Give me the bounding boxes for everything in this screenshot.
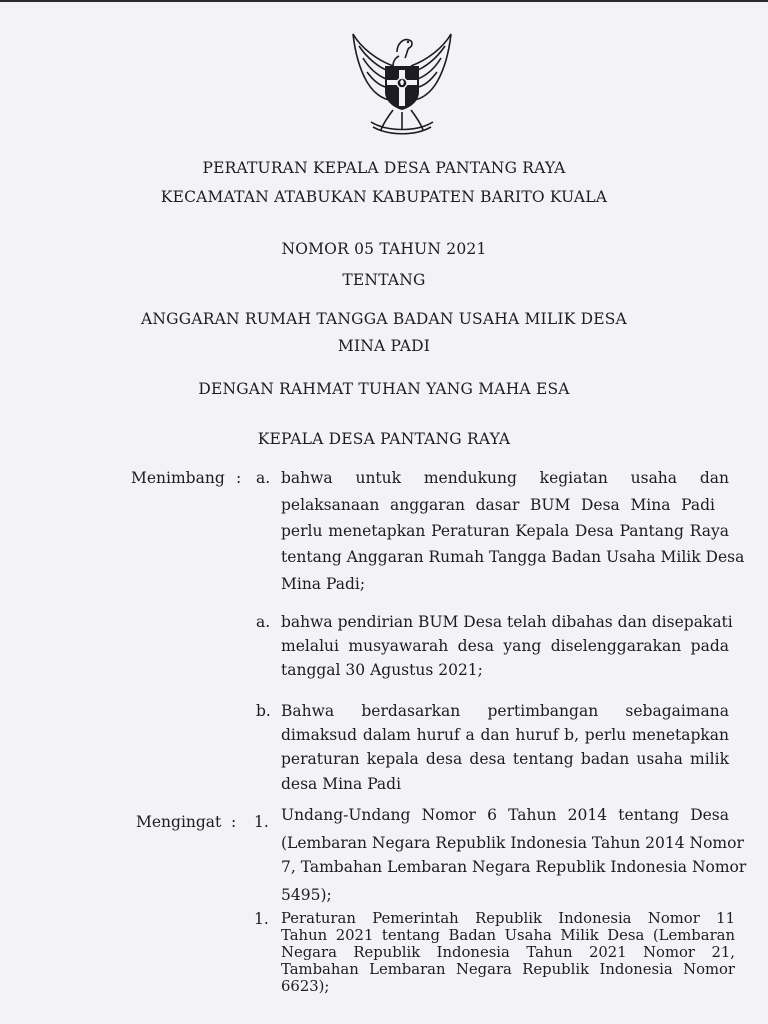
about-heading: TENTANG xyxy=(342,271,426,289)
blessing-line: DENGAN RAHMAT TUHAN YANG MAHA ESA xyxy=(198,380,570,398)
subject-line-2: MINA PADI xyxy=(337,337,431,355)
mengingat-colon: : xyxy=(231,813,237,831)
menimbang-item-line: melalui musyawarah desa yang diselenggarakan pada xyxy=(281,637,729,655)
regulation-title-line-2: KECAMATAN ATABUKAN KABUPATEN BARITO KUALA xyxy=(160,188,608,206)
menimbang-item-line: bahwa pendirian BUM Desa telah dibahas dan disepakati xyxy=(281,613,733,631)
regulation-number: NOMOR 05 TAHUN 2021 xyxy=(281,240,487,258)
menimbang-item-marker: b. xyxy=(256,702,271,720)
mengingat-item-line: Peraturan Pemerintah Republik Indonesia Nomor 11 xyxy=(281,910,735,927)
menimbang-label: Menimbang xyxy=(131,469,225,487)
mengingat-item-line: Tahun 2021 tentang Badan Usaha Milik Desa (Lembaran xyxy=(281,927,735,944)
menimbang-colon: : xyxy=(236,469,242,487)
mengingat-item-line: Undang-Undang Nomor 6 Tahun 2014 tentang Desa xyxy=(281,806,729,824)
menimbang-item-line: Mina Padi; xyxy=(281,575,366,593)
menimbang-item-line: peraturan kepala desa desa tentang badan usaha milik xyxy=(281,750,729,768)
mengingat-item-line: 7, Tambahan Lembaran Negara Republik Indonesia Nomor xyxy=(281,858,747,876)
mengingat-item-marker: 1. xyxy=(254,813,269,831)
page-top-edge xyxy=(0,0,768,2)
menimbang-item-line: dimaksud dalam huruf a dan huruf b, perlu menetapkan xyxy=(281,726,729,744)
garuda-emblem-icon xyxy=(347,26,457,138)
menimbang-item-line: Bahwa berdasarkan pertimbangan sebagaimana xyxy=(281,702,729,720)
mengingat-item-line: 6623); xyxy=(281,978,330,995)
menimbang-item-line: bahwa untuk mendukung kegiatan usaha dan xyxy=(281,469,729,487)
subject-line-1: ANGGARAN RUMAH TANGGA BADAN USAHA MILIK DESA xyxy=(141,310,627,328)
village-head-heading: KEPALA DESA PANTANG RAYA xyxy=(257,430,511,448)
mengingat-item-line: Negara Republik Indonesia Tahun 2021 Nomor 21, xyxy=(281,944,735,961)
menimbang-item-line: tanggal 30 Agustus 2021; xyxy=(281,661,483,679)
menimbang-item-marker: a. xyxy=(256,469,271,487)
menimbang-item-line: perlu menetapkan Peraturan Kepala Desa Pantang Raya xyxy=(281,522,729,540)
menimbang-item-line: desa Mina Padi xyxy=(281,775,402,793)
mengingat-item-marker: 1. xyxy=(254,910,269,928)
regulation-title-line-1: PERATURAN KEPALA DESA PANTANG RAYA xyxy=(202,159,566,177)
mengingat-item-line: Tambahan Lembaran Negara Republik Indonesia Nomor xyxy=(281,961,735,978)
menimbang-item-marker: a. xyxy=(256,613,271,631)
menimbang-item-line: pelaksanaan anggaran dasar BUM Desa Mina Padi xyxy=(281,496,715,514)
mengingat-item-line: 5495); xyxy=(281,886,332,904)
mengingat-label: Mengingat xyxy=(136,813,222,831)
mengingat-item-line: (Lembaran Negara Republik Indonesia Tahun 2014 Nomor xyxy=(281,834,744,852)
menimbang-item-line: tentang Anggaran Rumah Tangga Badan Usaha Milik Desa xyxy=(281,548,745,566)
